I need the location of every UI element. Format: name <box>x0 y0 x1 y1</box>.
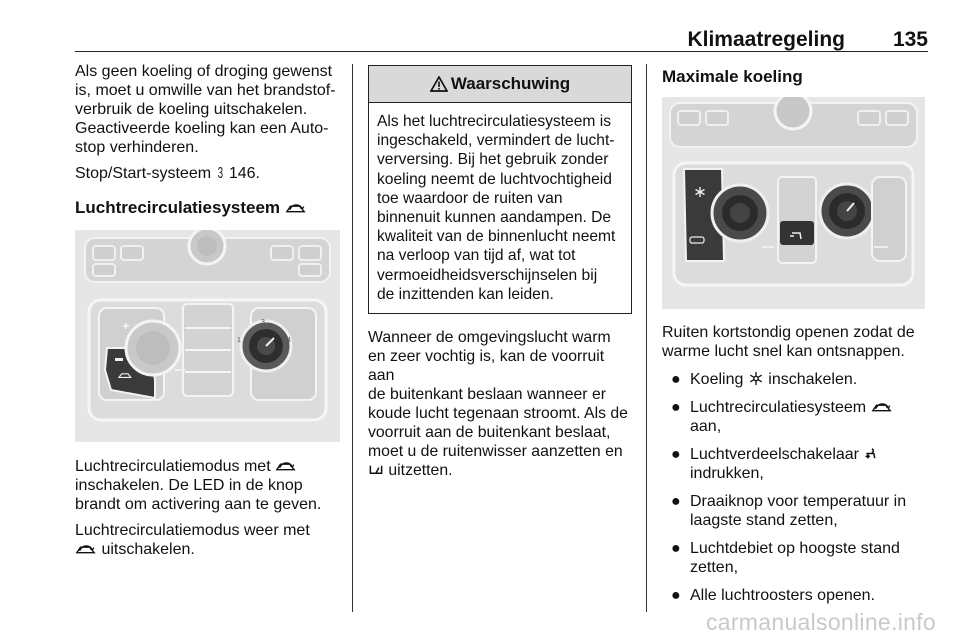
warning-line: na verloop van tijd af, wat tot <box>377 247 576 265</box>
air-distribution-icon <box>863 446 879 461</box>
caption-line: brandt om activering aan te geven. <box>75 496 322 513</box>
page-number: 135 <box>892 28 928 51</box>
intro-line: Geactiveerde koeling kan een Auto- <box>75 120 329 137</box>
list-item <box>662 586 932 605</box>
list-item-text: Alle luchtroosters openen. <box>690 587 875 604</box>
list-item <box>662 370 932 389</box>
list-item-text: Luchtdebiet op hoogste stand <box>690 540 900 557</box>
warning-triangle-icon <box>430 76 448 92</box>
list-item-text: Draaiknop voor temperatuur in <box>690 493 907 510</box>
column-2 <box>368 60 632 487</box>
list-item-text: Koeling <box>690 371 744 388</box>
body-line: en zeer vochtig is, kan de voorruit aan <box>368 348 605 385</box>
intro-line: stop verhinderen. <box>75 139 199 156</box>
list-item <box>662 398 932 436</box>
watermark: carmanualsonline.info <box>705 609 936 635</box>
reference-arrow-icon: 3 <box>217 165 223 182</box>
list-item <box>662 492 932 530</box>
section-heading-max-cooling: Maximale koeling <box>662 67 803 86</box>
body-line: koude lucht tegenaan stroomt. Als de <box>368 405 628 423</box>
intro-line: Als geen koeling of droging gewenst <box>75 63 333 80</box>
list-item-text: Luchtrecirculatiesysteem <box>690 399 867 416</box>
column-divider-1 <box>352 64 353 612</box>
body-line: de buitenkant beslaan wanneer er <box>368 386 607 404</box>
warning-line: verversing. Bij het gebruik zonder <box>377 151 609 169</box>
body-paragraph <box>368 328 632 480</box>
warning-line: toe waardoor de ruiten van <box>377 189 563 207</box>
list-item-text: aan, <box>690 418 722 435</box>
caption-line: Luchtrecirculatiemodus weer met <box>75 522 310 539</box>
warning-header <box>369 66 631 103</box>
max-cooling-illustration <box>662 97 925 309</box>
warning-line: kwaliteit van de binnenlucht neemt <box>377 228 616 246</box>
intro-paragraph <box>75 62 343 157</box>
snowflake-icon <box>748 371 764 386</box>
svg-text:1: 1 <box>237 337 241 344</box>
recirculation-icon <box>871 400 893 414</box>
bullet-icon: ● <box>671 587 681 604</box>
warning-line: de inzittenden kan leiden. <box>377 285 554 303</box>
header-rule <box>75 51 928 52</box>
warning-title: Waarschuwing <box>450 74 571 93</box>
warning-line: Als het luchtrecirculatiesysteem is <box>377 113 611 130</box>
warning-line: vermoeidheidsverschijnselen bij <box>377 266 598 284</box>
wiper-icon <box>368 462 384 477</box>
column-3 <box>662 62 932 614</box>
list-item-text: zetten, <box>690 559 739 576</box>
intro-line: Ruiten kortstondig openen zodat de <box>662 324 915 341</box>
warning-line: koeling neemt de luchtvochtigheid <box>377 170 612 188</box>
body-line: uitzetten. <box>388 462 453 480</box>
column-divider-2 <box>646 64 647 612</box>
bullet-icon: ● <box>671 493 681 510</box>
intro-line: is, moet u omwille van het brandstof- <box>75 82 336 99</box>
list-item-text: laagste stand zetten, <box>690 512 838 529</box>
page-header-title: Klimaatregeling <box>687 28 845 51</box>
warning-line: binnenuit kunnen aandampen. De <box>377 209 612 227</box>
svg-text:3: 3 <box>261 319 265 326</box>
caption-1 <box>75 457 343 514</box>
caption-2 <box>75 521 343 559</box>
intro-line: verbruik de koeling uitschakelen. <box>75 101 308 118</box>
max-cooling-intro <box>662 323 932 361</box>
body-line: Wanneer de omgevingslucht warm <box>368 329 611 347</box>
bullet-icon: ● <box>671 399 681 416</box>
recirculation-icon <box>285 201 307 215</box>
list-item <box>662 539 932 577</box>
reference-page[interactable]: 146. <box>228 165 260 182</box>
warning-box <box>368 65 632 314</box>
reference-text: Stop/Start-systeem <box>75 165 212 182</box>
body-line: moet u de ruitenwisser aanzetten en <box>368 443 623 461</box>
caption-line: Luchtrecirculatiemodus met <box>75 458 271 475</box>
recirculation-icon <box>75 542 97 556</box>
list-item-text: indrukken, <box>690 465 764 482</box>
intro-line: warme lucht snel kan ontsnappen. <box>662 343 905 360</box>
section-heading-recirculation: Luchtrecirculatiesysteem <box>75 197 343 218</box>
caption-line: uitschakelen. <box>101 541 195 558</box>
climate-panel-illustration <box>75 230 340 442</box>
list-item-text: inschakelen. <box>768 371 858 388</box>
bullet-icon: ● <box>671 446 681 463</box>
body-line: voorruit aan de buitenkant beslaat, <box>368 424 611 442</box>
svg-text:4: 4 <box>287 337 291 344</box>
cross-reference <box>75 164 343 183</box>
recirculation-icon <box>275 459 297 473</box>
bullet-icon: ● <box>671 540 681 557</box>
list-item-text: Luchtverdeelschakelaar <box>690 446 859 463</box>
max-cooling-steps <box>662 370 932 605</box>
warning-line: ingeschakeld, vermindert de lucht- <box>377 132 615 150</box>
caption-line: inschakelen. De LED in de knop <box>75 477 303 494</box>
list-item <box>662 445 932 483</box>
bullet-icon: ● <box>671 371 681 388</box>
warning-body <box>369 103 631 313</box>
column-1 <box>75 62 343 566</box>
